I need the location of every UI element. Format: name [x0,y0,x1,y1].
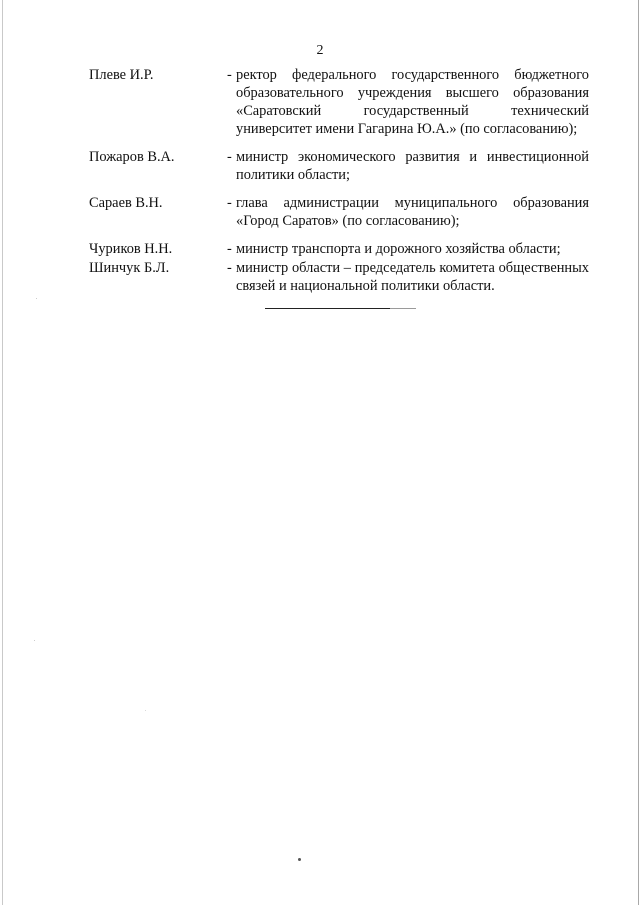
member-role: министр экономического развития и инвестиционной политики области; [236,149,589,183]
member-role: глава администрации муниципального образования «Город Саратов» (по согласованию); [236,195,589,229]
member-row [89,240,589,258]
member-row [89,148,589,184]
member-list [89,66,589,295]
member-row [89,194,589,230]
separator-line-tail [390,308,416,309]
member-name: Пожаров В.А. [89,149,175,165]
member-name: Чуриков Н.Н. [89,241,173,257]
member-name: Сараев В.Н. [89,195,163,211]
page-number: 2 [316,43,324,58]
member-role: министр области – председатель комитета общественных связей и национальной политики области. [236,260,589,294]
scan-left-edge [2,0,3,905]
separator-line [265,308,390,309]
member-row [89,259,589,295]
member-role: министр транспорта и дорожного хозяйства области; [236,241,561,257]
member-name: Шинчук Б.Л. [89,260,170,276]
scan-speck [34,640,35,641]
member-dash: - [227,67,232,83]
member-row [89,66,589,138]
member-dash: - [227,195,232,211]
member-dash: - [227,241,232,257]
member-role: ректор федерального государственного бюджетного образовательного учреждения высшего образования «Саратовский государственный технический университет имени Гагарина Ю.А.» (по согласованию); [236,67,589,137]
scan-right-edge [638,0,639,905]
scan-speck [36,298,37,299]
scan-speck [145,710,146,711]
member-name: Плеве И.Р. [89,67,154,83]
member-dash: - [227,149,232,165]
member-dash: - [227,260,232,276]
scan-speck [298,858,301,861]
